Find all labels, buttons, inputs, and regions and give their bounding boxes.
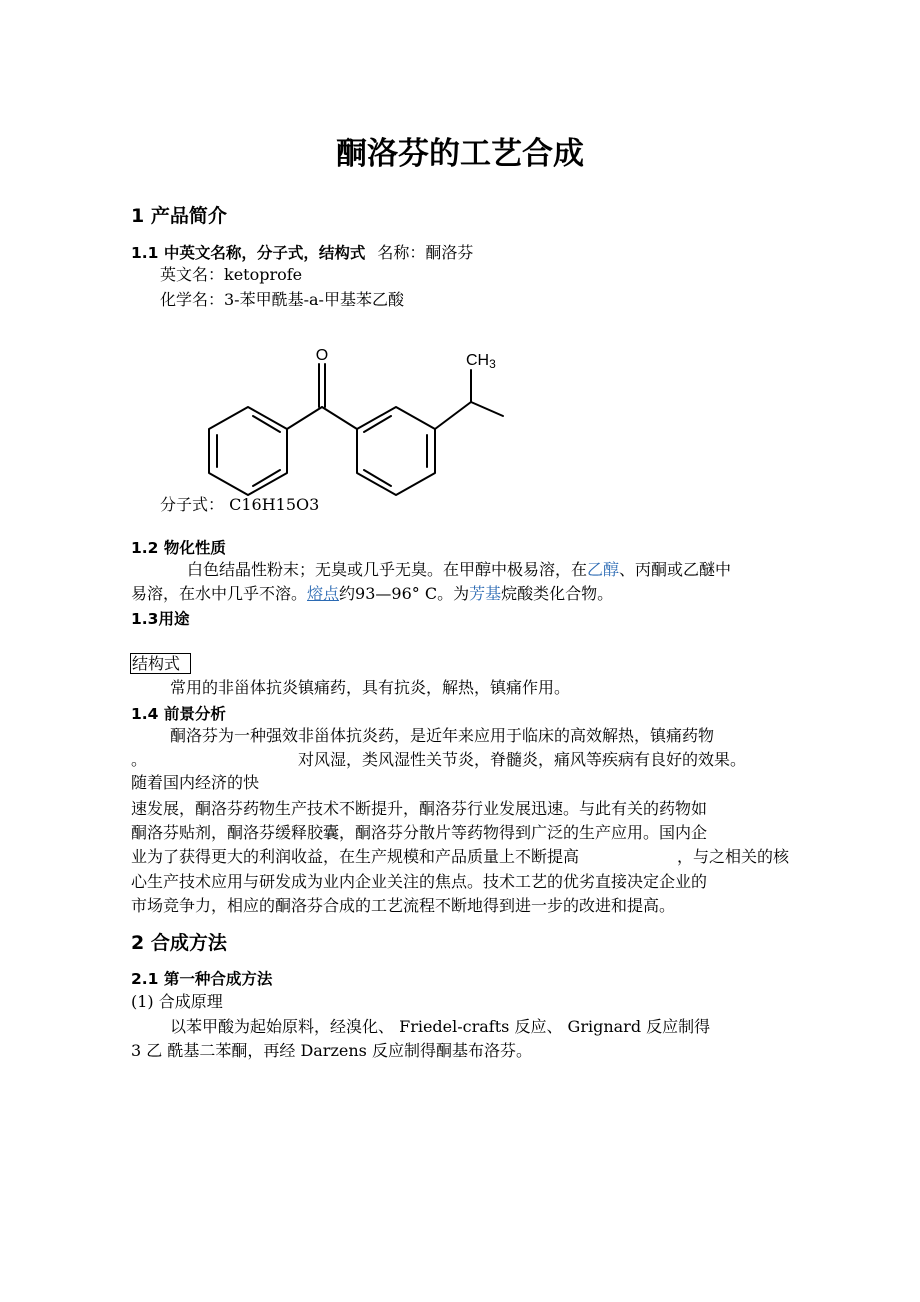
properties-line-1: 白色结晶性粉末；无臭或几乎无臭。在甲醇中极易溶，在乙醇、丙酮或乙醚中 — [187, 560, 732, 579]
section-1-3-heading: 1.3用途 — [131, 610, 190, 628]
synthesis-line-2: 3 乙 酰基二苯酮，再经 Darzens 反应制得酮基布洛芬。 — [131, 1041, 532, 1060]
structure-box: 结构式 — [130, 652, 191, 676]
english-name: 英文名：ketoprofe — [160, 265, 303, 284]
section-1-2-heading: 1.2 物化性质 — [131, 539, 226, 557]
section-1-heading: 1 产品简介 — [131, 205, 227, 227]
section-2-1-heading: 2.1 第一种合成方法 — [131, 970, 273, 988]
chemical-name: 化学名：3-苯甲酰基-a-甲基苯乙酸 — [160, 290, 404, 309]
usage-text: 常用的非甾体抗炎镇痛药，具有抗炎，解热，镇痛作用。 — [170, 678, 571, 697]
outlook-line-1: 酮洛芬为一种强效非甾体抗炎药，是近年来应用于临床的高效解热，镇痛药物 — [170, 726, 715, 745]
section-1-4-heading: 1.4 前景分析 — [131, 705, 226, 723]
chinese-name: 名称：酮洛芬 — [377, 243, 474, 262]
right-benzene-ring — [357, 407, 435, 495]
oxygen-label: O — [315, 347, 329, 364]
left-benzene-ring — [209, 407, 287, 495]
outlook-line-5: 酮洛芬贴剂，酮洛芬缓释胶囊，酮洛芬分散片等药物得到广泛的生产应用。国内企 — [131, 823, 708, 842]
section-1-1-heading: 1.1 中英文名称，分子式，结构式 — [131, 244, 366, 262]
section-1-1-line — [131, 240, 473, 263]
outlook-line-2b: 对风湿，类风湿性关节炎，脊髓炎，痛风等疾病有良好的效果。 — [298, 750, 747, 769]
synthesis-line-1: 以苯甲酸为起始原料，经溴化、 Friedel-crafts 反应、 Grignard 反应制得 — [170, 1017, 711, 1036]
melting-point-link[interactable]: 熔点 — [307, 584, 340, 603]
ethanol-link[interactable]: 乙醇 — [587, 560, 620, 579]
ch3-label: CH3 — [466, 352, 496, 371]
outlook-line-6b: ，与之相关的核 — [677, 847, 790, 866]
section-2-heading: 2 合成方法 — [131, 932, 227, 954]
molecular-formula: 分子式： C16H15O3 — [160, 495, 320, 514]
outlook-line-2a: 。 — [131, 750, 148, 769]
outlook-line-4: 速发展，酮洛芬药物生产技术不断提升，酮洛芬行业发展迅速。与此有关的药物如 — [131, 799, 708, 818]
aryl-link[interactable]: 芳基 — [469, 584, 502, 603]
outlook-line-3: 随着国内经济的快 — [131, 773, 260, 792]
synthesis-principle-item: (1) 合成原理 — [131, 992, 223, 1011]
outlook-line-7: 心生产技术应用与研发成为业内企业关注的焦点。技术工艺的优劣直接决定企业的 — [131, 872, 708, 891]
page-title: 酮洛芬的工艺合成 — [336, 136, 584, 172]
structure-diagram — [195, 340, 515, 500]
outlook-line-6a: 业为了获得更大的利润收益，在生产规模和产品质量上不断提高 — [131, 847, 580, 866]
outlook-line-8: 市场竞争力，相应的酮洛芬合成的工艺流程不断地得到进一步的改进和提高。 — [131, 896, 676, 915]
properties-line-2: 易溶，在水中几乎不溶。熔点约93—96° C。为芳基烷酸类化合物。 — [131, 584, 614, 603]
